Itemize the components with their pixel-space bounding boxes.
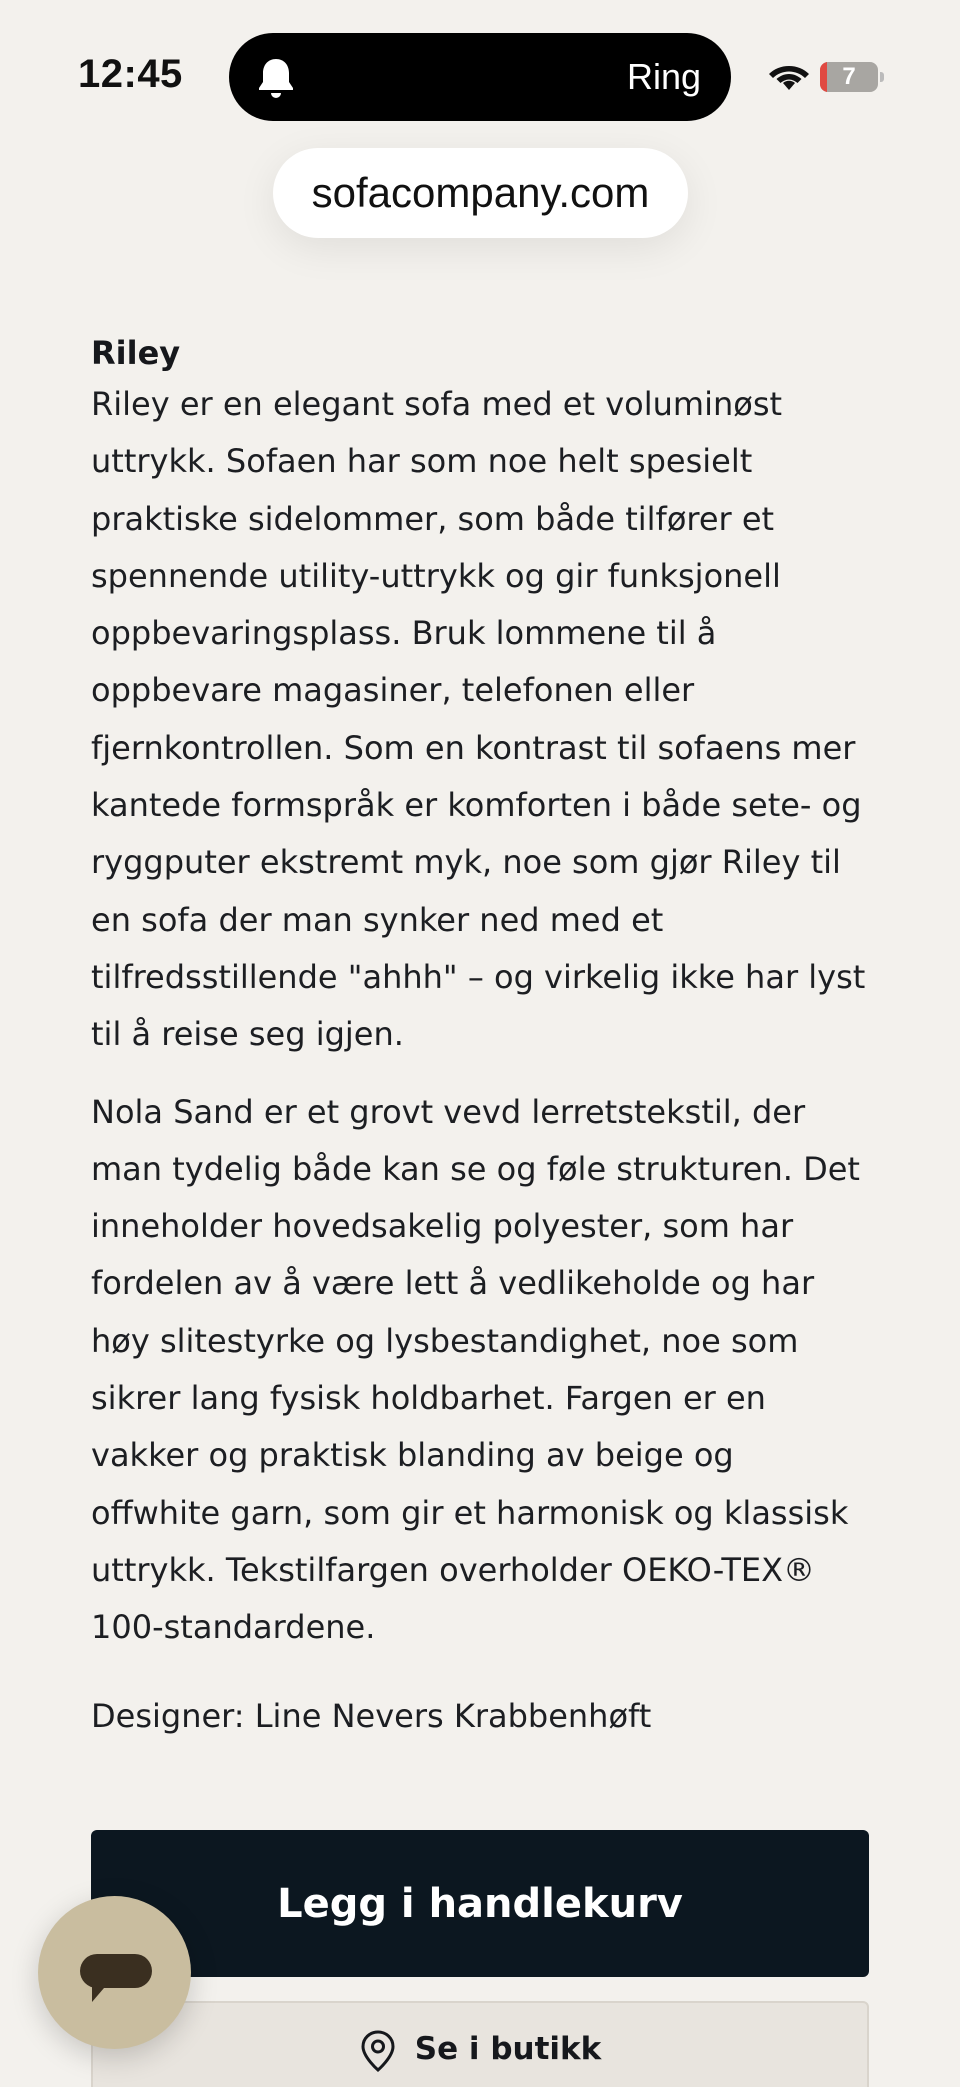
chat-icon: [76, 1950, 156, 2010]
bell-icon: [251, 53, 301, 103]
dynamic-island[interactable]: [229, 33, 731, 121]
chat-button[interactable]: [38, 1896, 191, 2049]
status-bar: [0, 0, 960, 140]
add-to-cart-button[interactable]: Legg i handlekurv: [91, 1830, 869, 1977]
location-pin-icon: [359, 2029, 397, 2073]
wifi-icon: [768, 60, 810, 92]
battery-tip: [880, 72, 884, 82]
product-description-text: Riley er en elegant sofa med et voluminøst uttrykk. Sofaen har som noe helt spesielt praktiske sidelommer, som både tilfører et spennende utility-uttrykk og gir funksjonell oppbevaringsplass. Bruk lommene til å oppbevare magasiner, telefonen eller fjernkontrollen. Som en kontrast til sofaens mer kantede formspråk er komforten i både sete- og ryggputer ekstremt myk, noe som gjør Riley til en sofa der man synker ned med et tilfredsstillende "ahhh" – og virkelig ikke har lyst til å reise seg igjen.: [91, 385, 866, 1054]
fabric-description-text: Nola Sand er et grovt vevd lerretstekstil, der man tydelig både kan se og føle strukturen. Det inneholder hovedsakelig polyester, som har fordelen av å være lett å vedlikeholde og har høy slitestyrke og lysbestandighet, noe som sikrer lang fysisk holdbarhet. Fargen er en vakker og praktisk blanding av beige og offwhite garn, som gir et harmonisk og klassisk uttrykk. Tekstilfargen overholder OEKO-TEX® 100-standardene.: [91, 1092, 860, 1647]
url-bar[interactable]: sofacompany.com: [273, 148, 688, 238]
battery-icon: [820, 62, 878, 92]
see-in-store-label: Se i butikk: [414, 2031, 602, 2067]
product-title: Riley: [91, 334, 181, 372]
product-description: [91, 330, 871, 1745]
notification-label: Ring: [626, 56, 701, 97]
designer-credit: Designer: Line Nevers Krabbenhøft: [91, 1696, 652, 1735]
see-in-store-button[interactable]: [91, 2001, 869, 2087]
battery-level: 7: [842, 63, 856, 90]
status-time: 12:45: [78, 52, 183, 96]
